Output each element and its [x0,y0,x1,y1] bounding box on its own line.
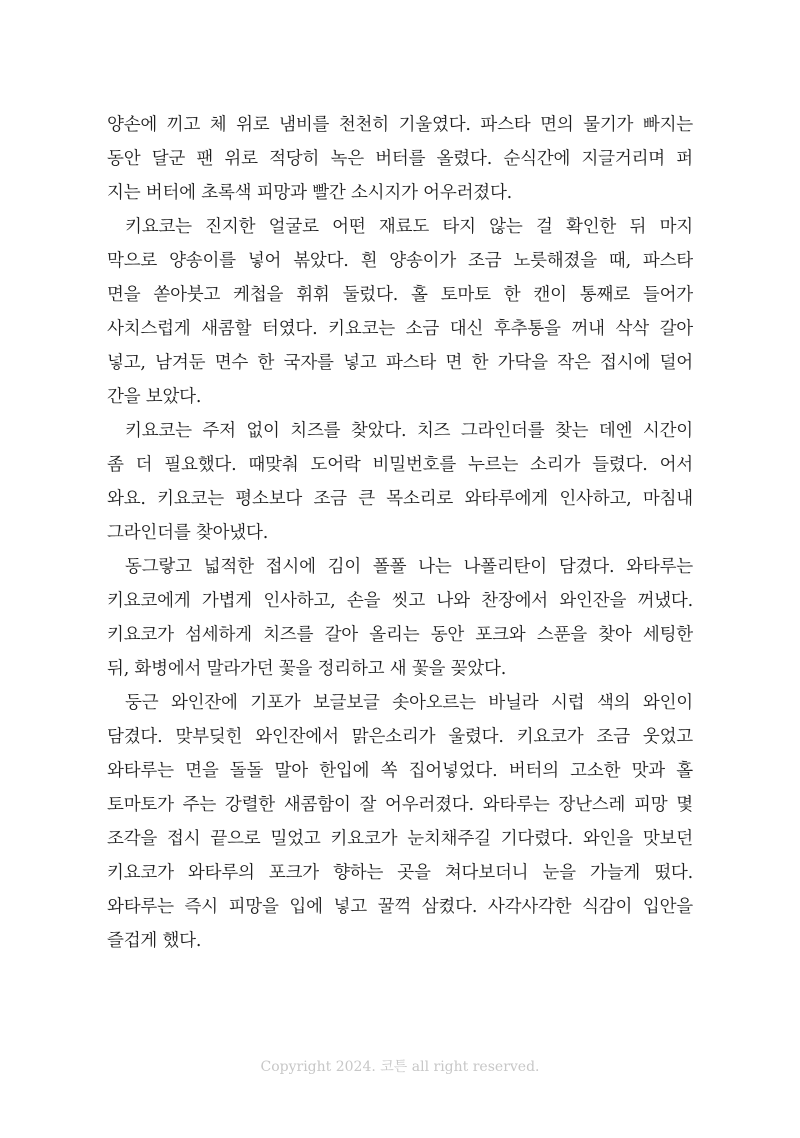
paragraph-4 [107,550,693,686]
text-line: 조각을 접시 끝으로 밀었고 키요코가 눈치채주길 기다렸다. 와인을 맛보던 [107,829,693,849]
text-line: 동그랗고 넓적한 접시에 김이 폴폴 나는 나폴리탄이 담겼다. 와타루는 [125,557,693,577]
text-line: 키요코가 섬세하게 치즈를 갈아 올리는 동안 포크와 스푼을 찾아 세팅한 [107,625,693,645]
paragraph-3 [107,414,693,550]
text-line: 뒤, 화병에서 말라가던 꽃을 정리하고 새 꽃을 꽂았다. [107,659,507,679]
paragraph-2 [107,210,693,414]
text-line: 키요코가 와타루의 포크가 향하는 곳을 쳐다보더니 눈을 가늘게 떴다. [107,863,693,883]
text-line: 둥근 와인잔에 기포가 보글보글 솟아오르는 바닐라 시럽 색의 와인이 [125,693,693,713]
text-line: 담겼다. 맞부딪힌 와인잔에서 맑은소리가 울렸다. 키요코가 조금 웃었고 [107,727,693,747]
text-line: 와타루는 즉시 피망을 입에 넣고 꿀꺽 삼켰다. 사각사각한 식감이 입안을 [107,897,693,917]
text-line: 양손에 끼고 체 위로 냄비를 천천히 기울였다. 파스타 면의 물기가 빠지는 [107,115,693,135]
text-line: 토마토가 주는 강렬한 새콤함이 잘 어우러졌다. 와타루는 장난스레 피망 몇 [107,795,693,815]
text-line: 와타루는 면을 돌돌 말아 한입에 쏙 집어넣었다. 버터의 고소한 맛과 홀 [107,761,693,781]
paragraph-5 [107,686,693,958]
text-line: 키요코는 주저 없이 치즈를 찾았다. 치즈 그라인더를 찾는 데엔 시간이 [125,421,693,441]
text-line: 사치스럽게 새콤할 터였다. 키요코는 소금 대신 후추통을 꺼내 삭삭 갈아 [107,319,693,339]
text-line: 간을 보았다. [107,387,202,407]
paragraph-1 [107,108,693,210]
text-line: 좀 더 필요했다. 때맞춰 도어락 비밀번호를 누르는 소리가 들렸다. 어서 [107,455,693,475]
text-line: 즐겁게 했다. [107,931,202,951]
text-line: 와요. 키요코는 평소보다 조금 큰 목소리로 와타루에게 인사하고, 마침내 [107,489,693,509]
copyright-footer: Copyright 2024. 코튼 all right reserved. [260,1059,540,1075]
text-line: 그라인더를 찾아냈다. [107,523,269,543]
text-line: 키요코는 진지한 얼굴로 어떤 재료도 타지 않는 걸 확인한 뒤 마지 [125,217,693,237]
text-line: 키요코에게 가볍게 인사하고, 손을 씻고 나와 찬장에서 와인잔을 꺼냈다. [107,591,693,611]
text-line: 막으로 양송이를 넣어 볶았다. 흰 양송이가 조금 노릇해졌을 때, 파스타 [107,251,693,271]
text-line: 면을 쏟아붓고 케첩을 휘휘 둘렀다. 홀 토마토 한 캔이 통째로 들어가 [107,285,693,305]
text-line: 동안 달군 팬 위로 적당히 녹은 버터를 올렸다. 순식간에 지글거리며 퍼 [107,149,693,169]
text-line: 지는 버터에 초록색 피망과 빨간 소시지가 어우러졌다. [107,183,513,203]
body-text [107,108,693,958]
text-line: 넣고, 남겨둔 면수 한 국자를 넣고 파스타 면 한 가닥을 작은 접시에 덜어 [107,353,693,373]
